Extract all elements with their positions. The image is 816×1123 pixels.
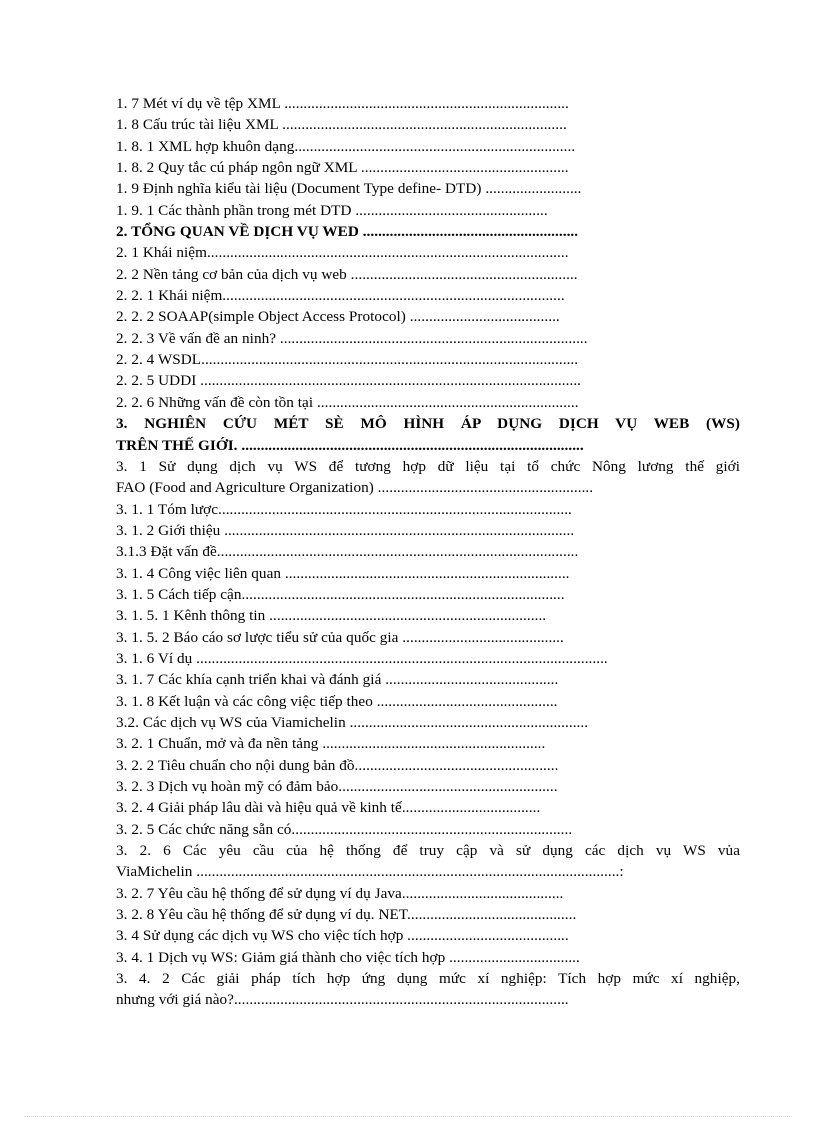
toc-line: 3. 1. 7 Các khía cạnh triển khai và đánh giá ............................................. [116,671,559,689]
toc-line: 3. 1. 2 Giới thiệu ........................................................................................... [116,521,575,539]
toc-line: 3. 2. 3 Dịch vụ hoàn mỹ có đảm bảo......................................................... [116,778,558,795]
toc-line: 2. 2. 6 Những vấn đề còn tồn tại .................................................................... [116,393,579,411]
toc-line: 3. 1. 1 Tóm lược............................................................................................ [116,500,572,518]
toc-line: 1. 9 Định nghĩa kiểu tài liệu (Document Type define- DTD) ......................... [116,180,582,198]
toc-line-cont: nhưng với giá nào?....................................................................................... [116,991,569,1009]
toc-line: 3. 2. 1 Chuẩn, mở và đa nền tảng .......................................................... [116,735,546,753]
toc-line: 2. 2. 2 SOAAP(simple Object Access Protocol) ....................................... [116,308,560,326]
toc-line-cont: FAO (Food and Agriculture Organization) ........................................................ [116,479,594,497]
toc-line: 1. 8. 2 Quy tắc cú pháp ngôn ngữ XML ...................................................... [116,159,569,177]
toc-line: 2. 2. 5 UDDI ................................................................................................... [116,372,582,390]
toc-line: 1. 8 Cấu trúc tài liệu XML .......................................................................... [116,116,567,134]
toc-line: 3. 1. 5 Cách tiếp cận.................................................................................... [116,585,565,603]
toc-line: 1. 9. 1 Các thành phần trong mét DTD .................................................. [116,201,548,219]
toc-line: 3. 4. 1 Dịch vụ WS: Giảm giá thành cho việc tích hợp .................................. [116,948,580,966]
toc-line: 3. 1. 6 Ví dụ ........................................................................................................... [116,649,608,667]
toc-line: 3. 4. 2 Các giải pháp tích hợp ứng dụng mức xí nghiệp: Tích hợp mức xí nghiệp, [116,970,740,988]
toc-line: 3. 1 Sử dụng dịch vụ WS để tương hợp dữ liệu tại tổ chức Nông lương thế giới [116,457,740,475]
page-bottom-divider [24,1116,792,1117]
toc-line: 2. 1 Khái niệm.............................................................................................. [116,244,569,262]
toc-line: 2. 2. 3 Về vấn đề an ninh? ................................................................................ [116,329,588,347]
toc-line: 3. 1. 4 Công việc liên quan .......................................................................... [116,564,570,582]
toc-line: 3. 2. 2 Tiêu chuẩn cho nội dung bản đồ..................................................... [116,756,559,774]
toc-line: 3. 1. 5. 2 Báo cáo sơ lược tiểu sử của quốc gia .......................................... [116,628,564,646]
toc-section-heading: 3. NGHIÊN CỨU MÉT SÈ MÔ HÌNH ÁP DỤNG DỊCH VỤ WEB (WS) [116,415,740,433]
toc-section-heading-cont: TRÊN THẾ GIỚI. ......................................................................................... [116,436,584,454]
toc-line: 3.1.3 Đặt vấn đề.............................................................................................. [116,543,579,561]
table-of-contents [116,93,740,1011]
toc-line: 3. 1. 8 Kết luận và các công việc tiếp theo ............................................... [116,692,558,710]
toc-line: 2. 2. 4 WSDL.................................................................................................. [116,351,579,369]
toc-line: 3. 4 Sử dụng các dịch vụ WS cho việc tích hợp .......................................... [116,927,569,945]
toc-line: 3. 2. 7 Yêu cầu hệ thống để sử dụng ví dụ Java.......................................... [116,884,564,902]
toc-section-heading: 2. TỔNG QUAN VỀ DỊCH VỤ WED ........................................................ [116,223,579,241]
toc-line: 3. 2. 8 Yêu cầu hệ thống để sử dụng ví dụ. NET............................................ [116,906,577,924]
toc-line: 1. 8. 1 XML hợp khuôn dạng......................................................................... [116,137,576,155]
toc-line-cont: ViaMichelin ..............................................................................................................: [116,863,624,881]
toc-line: 3.2. Các dịch vụ WS của Viamichelin .............................................................. [116,713,589,731]
toc-line: 3. 2. 5 Các chức năng sẵn có......................................................................... [116,820,573,838]
toc-line: 2. 2. 1 Khái niệm......................................................................................... [116,287,565,305]
toc-line: 2. 2 Nền tảng cơ bản của dịch vụ web ........................................................... [116,265,578,283]
toc-line: 3. 1. 5. 1 Kênh thông tin ........................................................................ [116,607,547,625]
toc-line: 3. 2. 6 Các yêu cầu của hệ thống để truy cập và sử dụng các dịch vụ WS vủa [116,842,740,860]
toc-line: 3. 2. 4 Giải pháp lâu dài và hiệu quả về kinh tế.................................... [116,799,541,817]
toc-line: 1. 7 Mét ví dụ về tệp XML .......................................................................... [116,95,569,112]
